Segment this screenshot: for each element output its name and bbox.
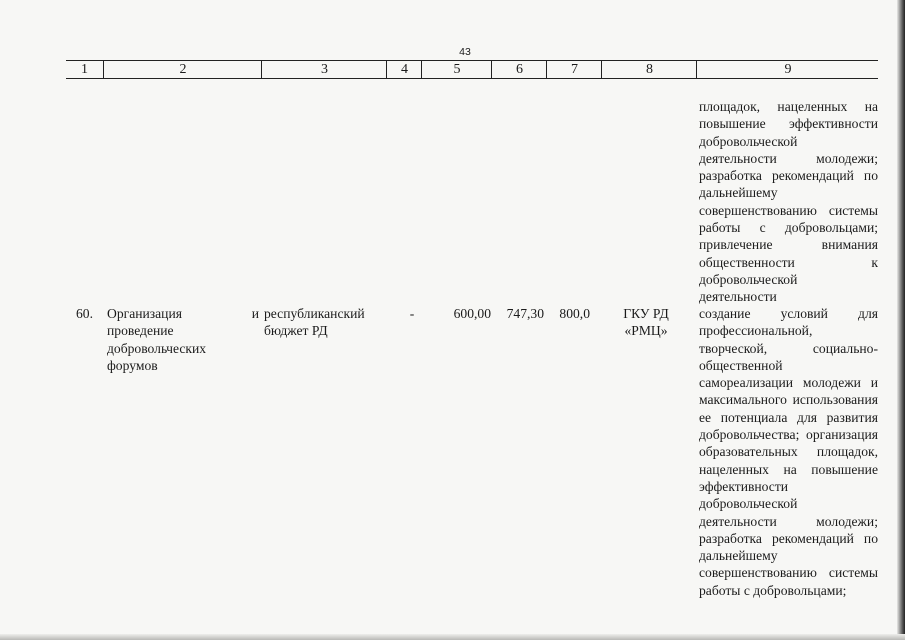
header-col-3: 3 <box>261 61 387 78</box>
row-60-funding-source: республиканский бюджет РД <box>264 306 365 339</box>
continuation-result-text: площадок, нацеленных на повышение эффективности добровольческой деятельности молодежи; разработка рекомендаций по дальнейшему совершенствованию системы работы с добровольцами; привлечение внимания общественности к добровольческой деятельности <box>699 99 878 305</box>
header-col-6: 6 <box>491 61 547 78</box>
row-60-result-text: создание условий для профессиональной, творческой, социально-общественной самореализации молодежи и максимального использования ее потенциала для развития добровольчества; организация образовательных площадок, нацеленных на повышение эффективности добровольческой деятельности молодежи; разработка рекомендаций по дальнейшему совершенствованию системы работы с добровольцами; <box>699 306 878 598</box>
scan-edge-bottom <box>0 634 905 640</box>
row-60-number: 60. <box>76 306 93 321</box>
row-60-executor: ГКУ РД «РМЦ» <box>623 306 669 339</box>
header-col-4: 4 <box>386 61 422 78</box>
header-col-9: 9 <box>696 61 879 78</box>
row-60-col5: 600,00 <box>453 306 491 321</box>
row-60-col7: 800,0 <box>559 306 590 321</box>
table-header-row <box>66 60 878 79</box>
header-col-8: 8 <box>601 61 697 78</box>
header-col-1: 1 <box>81 62 88 77</box>
page-number: 43 <box>459 46 471 58</box>
scan-edge-right <box>897 0 905 640</box>
row-60-name: Организация и проведение добровольческих форумов <box>107 306 259 373</box>
row-60-col6: 747,30 <box>506 306 544 321</box>
header-col-7: 7 <box>546 61 602 78</box>
header-col-2: 2 <box>103 61 262 78</box>
header-col-5: 5 <box>421 61 492 78</box>
row-60-col4: - <box>409 306 415 321</box>
